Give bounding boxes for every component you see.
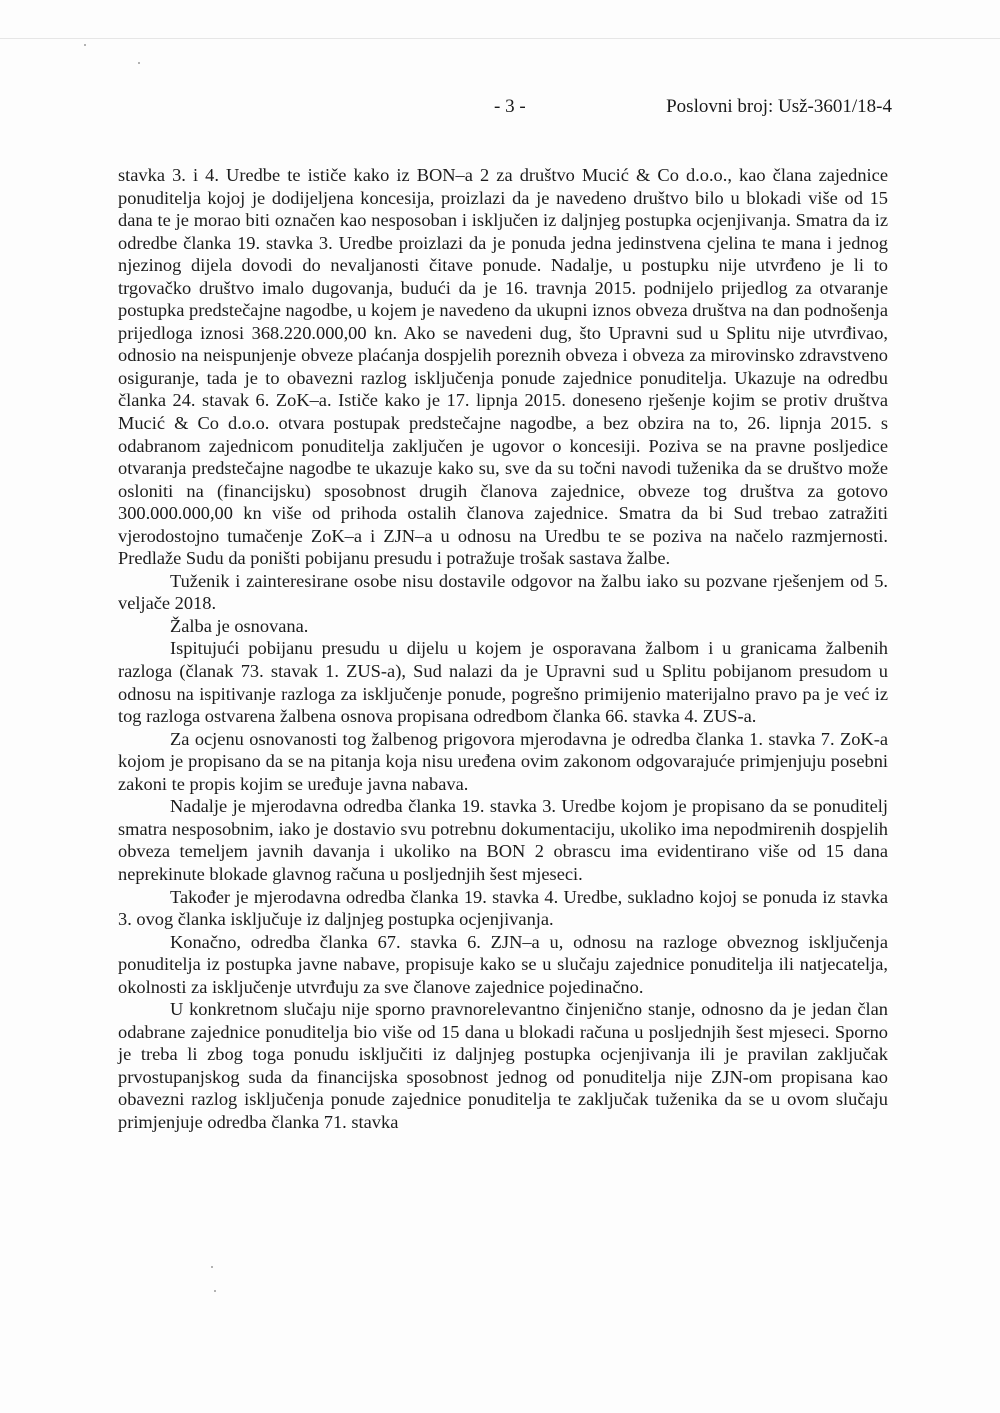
- scan-speck: [211, 1266, 213, 1268]
- scan-speck: [84, 44, 86, 46]
- case-number: Poslovni broj: Usž-3601/18-4: [666, 96, 892, 117]
- paragraph: Za ocjenu osnovanosti tog žalbenog prigovora mjerodavna je odredba članka 1. stavka 7. ZoK-a kojom je propisano da se na pitanja koja nisu uređena ovim zakonom odgovarajuće primjenjuju posebni zakoni te propis kojim se uređuje javna nabava.: [118, 728, 888, 794]
- scan-speck: [138, 62, 140, 64]
- paragraph: Također je mjerodavna odredba članka 19. stavka 4. Uredbe, sukladno kojoj se ponuda iz stavka 3. ovog članka isključuje iz daljnjeg postupka ocjenjivanja.: [118, 886, 888, 930]
- paragraph: Nadalje je mjerodavna odredba članka 19. stavka 3. Uredbe kojom je propisano da se ponuditelj smatra nesposobnim, iako je dostavio svu potrebnu dokumentaciju, ukoliko ima nepodmirenih dospjelih obveza temeljem javnih davanja i ukoliko na BON 2 obrascu ima evidentirano više od 15 dana neprekinute blokade glavnog računa u posljednjih šest mjeseci.: [118, 796, 888, 884]
- paragraph: stavka 3. i 4. Uredbe te ističe kako iz BON–a 2 za društvo Mucić & Co d.o.o., kao člana zajednice ponuditelja kojoj je dodijeljena koncesija, proizlazi da je navedeno društvo bilo u blokadi više od 15 dana te je morao biti označen kao nesposoban i isključen iz daljnjeg postupka ocjenjivanja. Smatra da iz odredbe članka 19. stavka 3. Uredbe proizlazi da je ponuda jedna jedinstvena cjelina te mana i jednog njezinog dijela dovodi do nevaljanosti čitave ponude. Nadalje, u postupku nije utvrđeno je li to trgovačko društvo imalo dugovanja, budući da je 16. travnja 2015. podnijelo prijedlog za otvaranje postupka predstečajne nagodbe, u kojem je navedeno da ukupni iznos obveza društva na dan podnošenja prijedloga iznosi 368.220.000,00 kn. Ako se navedeni dug, što Upravni sud u Splitu nije utvrđivao, odnosio na neispunjenje obveze plaćanja dospjelih poreznih obveza i obveza za mirovinsko zdravstveno osiguranje, tada je to obavezni razlog isključenja ponude zajednice ponuditelja. Ukazuje na odredbu članka 24. stavak 6. ZoK–a. Ističe kako je 17. lipnja 2015. doneseno rješenje kojim se protiv društva Mucić & Co d.o.o. otvara postupak predstečajne nagodbe, a bez obzira na to, 26. lipnja 2015. s odabranom zajednicom ponuditelja zaključen je ugovor o koncesiji. Poziva se na pravne posljedice otvaranja predstečajne nagodbe te ukazuje kako su, sve da su točni navodi tuženika da se društvo može osloniti na (financijsku) sposobnost drugih članova zajednice, obveze tog društva za gotovo 300.000.000,00 kn više od prihoda ostalih članova zajednice. Smatra da bi Sud trebao zatražiti vjerodostojno tumačenje ZoK–a i ZJN–a u odnosu na Uredbu te se poziva na načelo razmjernosti. Predlaže Sudu da poništi pobijanu presudu i potražuje trošak sastava žalbe.: [118, 165, 888, 569]
- paragraph: Konačno, odredba članka 67. stavka 6. ZJN–a u, odnosu na razloge obveznog isključenja ponuditelja iz postupka javne nabave, propisuje kako se u slučaju zajednice ponuditelja ili natjecatelja, okolnosti za isključenje utvrđuju za sve članove zajednice pojedinačno.: [118, 931, 888, 997]
- scan-speck: [214, 1290, 216, 1292]
- page-number: - 3 -: [494, 96, 526, 117]
- paragraph: U konkretnom slučaju nije sporno pravnorelevantno činjenično stanje, odnosno da je jedan član odabrane zajednice ponuditelja bio više od 15 dana u blokadi računa u posljednjih šest mjeseci. Sporno je treba li zbog toga ponudu isključiti iz daljnjeg postupka ocjenjivanja ili je pravilan zaključak prvostupanjskog suda da financijska sposobnost jednog od ponuditelja nije ZJN-om propisana kao obavezni razlog isključenja ponude zajednice ponuditelja te zaključak tuženika da se u ovom slučaju primjenjuje odredba članka 71. stavka: [118, 999, 888, 1132]
- paragraph: Ispitujući pobijanu presudu u dijelu u kojem je osporavana žalbom i u granicama žalbenih razloga (članak 73. stavak 1. ZUS-a), Sud nalazi da je Upravni sud u Splitu pobijanom presudom u odnosu na ispitivanje razloga za isključenje ponude, pogrešno primijenio materijalno pravo pa je već iz tog razloga ostvarena žalbena osnova propisana odredbom članka 66. stavka 4. ZUS-a.: [118, 638, 888, 727]
- paragraph: Žalba je osnovana.: [170, 615, 309, 636]
- paragraph: Tuženik i zainteresirane osobe nisu dostavile odgovor na žalbu iako su pozvane rješenjem od 5. veljače 2018.: [118, 570, 888, 614]
- scan-edge-line: [0, 38, 1000, 39]
- page-header: [0, 96, 1000, 126]
- document-body: [118, 164, 888, 1134]
